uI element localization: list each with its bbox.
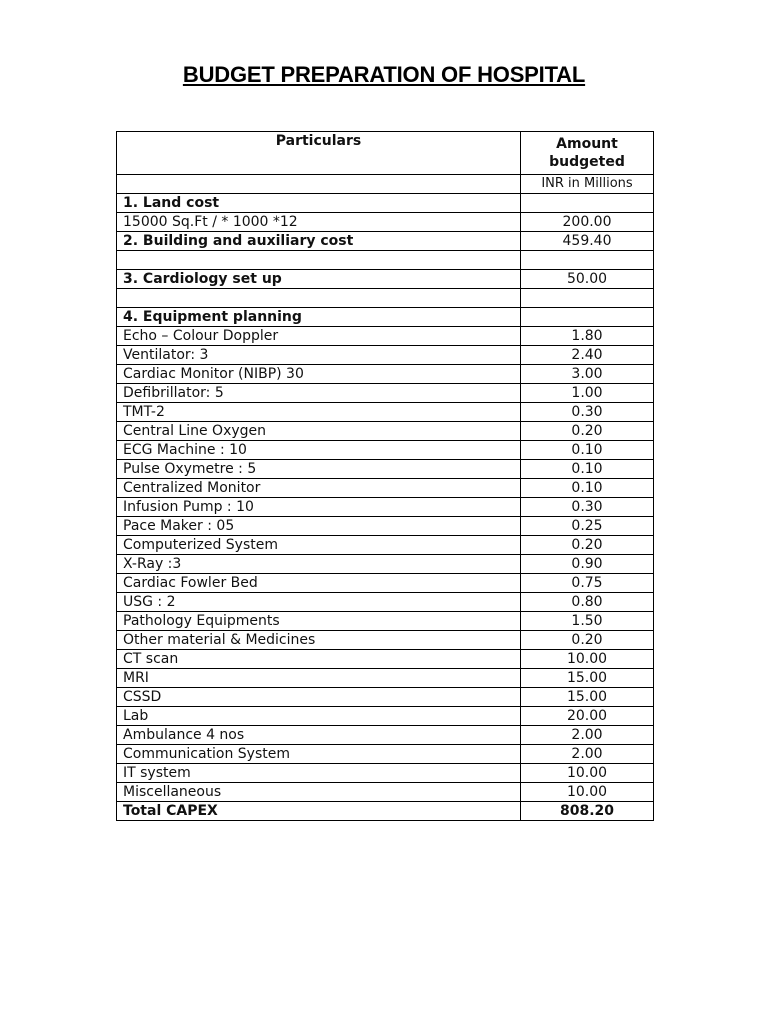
row-amount: 50.00 [521, 270, 654, 289]
row-amount: 0.25 [521, 517, 654, 536]
row-particular: Echo – Colour Doppler [117, 327, 521, 346]
table-row [117, 232, 654, 251]
row-amount: 1.80 [521, 327, 654, 346]
row-particular: IT system [117, 764, 521, 783]
row-amount: 0.80 [521, 593, 654, 612]
row-particular: 15000 Sq.Ft / * 1000 *12 [117, 213, 521, 232]
row-amount: 1.00 [521, 384, 654, 403]
table-row [117, 384, 654, 403]
table-row [117, 783, 654, 802]
unit-label: INR in Millions [521, 175, 654, 194]
row-amount: 0.20 [521, 422, 654, 441]
row-amount: 2.00 [521, 745, 654, 764]
table-row [117, 441, 654, 460]
table-row [117, 308, 654, 327]
row-particular [117, 251, 521, 270]
table-row [117, 270, 654, 289]
table-header-row [117, 132, 654, 175]
table-row [117, 213, 654, 232]
row-particular: CT scan [117, 650, 521, 669]
table-row [117, 802, 654, 821]
row-particular: 2. Building and auxiliary cost [117, 232, 521, 251]
row-amount: 0.20 [521, 536, 654, 555]
row-particular: Central Line Oxygen [117, 422, 521, 441]
table-row [117, 726, 654, 745]
table-row [117, 289, 654, 308]
row-particular: Defibrillator: 5 [117, 384, 521, 403]
table-row [117, 251, 654, 270]
row-amount: 10.00 [521, 783, 654, 802]
row-amount [521, 251, 654, 270]
row-particular: Centralized Monitor [117, 479, 521, 498]
row-particular: Communication System [117, 745, 521, 764]
table-row [117, 745, 654, 764]
row-amount: 0.10 [521, 441, 654, 460]
row-particular: Cardiac Fowler Bed [117, 574, 521, 593]
row-amount: 459.40 [521, 232, 654, 251]
row-amount: 2.40 [521, 346, 654, 365]
row-amount: 20.00 [521, 707, 654, 726]
table-row [117, 536, 654, 555]
row-amount: 3.00 [521, 365, 654, 384]
header-amount: Amount budgeted [521, 132, 654, 175]
row-particular: Total CAPEX [117, 802, 521, 821]
row-amount: 200.00 [521, 213, 654, 232]
table-row [117, 707, 654, 726]
row-particular: Infusion Pump : 10 [117, 498, 521, 517]
row-amount: 10.00 [521, 764, 654, 783]
row-particular: USG : 2 [117, 593, 521, 612]
row-amount: 0.10 [521, 460, 654, 479]
table-row [117, 365, 654, 384]
row-amount: 0.20 [521, 631, 654, 650]
row-amount: 10.00 [521, 650, 654, 669]
row-amount [521, 308, 654, 327]
table-row [117, 631, 654, 650]
table-row [117, 403, 654, 422]
row-particular: 3. Cardiology set up [117, 270, 521, 289]
row-particular: Ambulance 4 nos [117, 726, 521, 745]
row-amount: 0.75 [521, 574, 654, 593]
row-particular: Pace Maker : 05 [117, 517, 521, 536]
row-amount: 808.20 [521, 802, 654, 821]
row-amount: 0.30 [521, 403, 654, 422]
row-particular [117, 289, 521, 308]
row-amount: 2.00 [521, 726, 654, 745]
header-particulars: Particulars [117, 132, 521, 175]
row-particular: Cardiac Monitor (NIBP) 30 [117, 365, 521, 384]
row-particular: Miscellaneous [117, 783, 521, 802]
row-amount: 15.00 [521, 669, 654, 688]
row-amount [521, 194, 654, 213]
table-row [117, 688, 654, 707]
table-row [117, 194, 654, 213]
document-title: BUDGET PREPARATION OF HOSPITAL [182, 62, 586, 87]
row-amount: 0.90 [521, 555, 654, 574]
unit-row-blank [117, 175, 521, 194]
row-amount [521, 289, 654, 308]
row-particular: MRI [117, 669, 521, 688]
table-row [117, 650, 654, 669]
budget-table-body [117, 132, 654, 821]
row-particular: Lab [117, 707, 521, 726]
table-row [117, 498, 654, 517]
table-row [117, 669, 654, 688]
table-row [117, 327, 654, 346]
row-particular: ECG Machine : 10 [117, 441, 521, 460]
row-particular: 1. Land cost [117, 194, 521, 213]
budget-table [116, 131, 654, 821]
table-row [117, 764, 654, 783]
row-particular: CSSD [117, 688, 521, 707]
table-row [117, 574, 654, 593]
row-amount: 1.50 [521, 612, 654, 631]
row-amount: 0.10 [521, 479, 654, 498]
row-amount: 0.30 [521, 498, 654, 517]
table-row [117, 460, 654, 479]
table-row [117, 346, 654, 365]
row-particular: Ventilator: 3 [117, 346, 521, 365]
row-particular: Computerized System [117, 536, 521, 555]
row-particular: TMT-2 [117, 403, 521, 422]
row-particular: Pathology Equipments [117, 612, 521, 631]
unit-row [117, 175, 654, 194]
table-row [117, 422, 654, 441]
table-row [117, 517, 654, 536]
table-row [117, 555, 654, 574]
row-particular: X-Ray :3 [117, 555, 521, 574]
row-particular: Other material & Medicines [117, 631, 521, 650]
row-amount: 15.00 [521, 688, 654, 707]
table-row [117, 612, 654, 631]
table-row [117, 593, 654, 612]
row-particular: Pulse Oxymetre : 5 [117, 460, 521, 479]
row-particular: 4. Equipment planning [117, 308, 521, 327]
table-row [117, 479, 654, 498]
